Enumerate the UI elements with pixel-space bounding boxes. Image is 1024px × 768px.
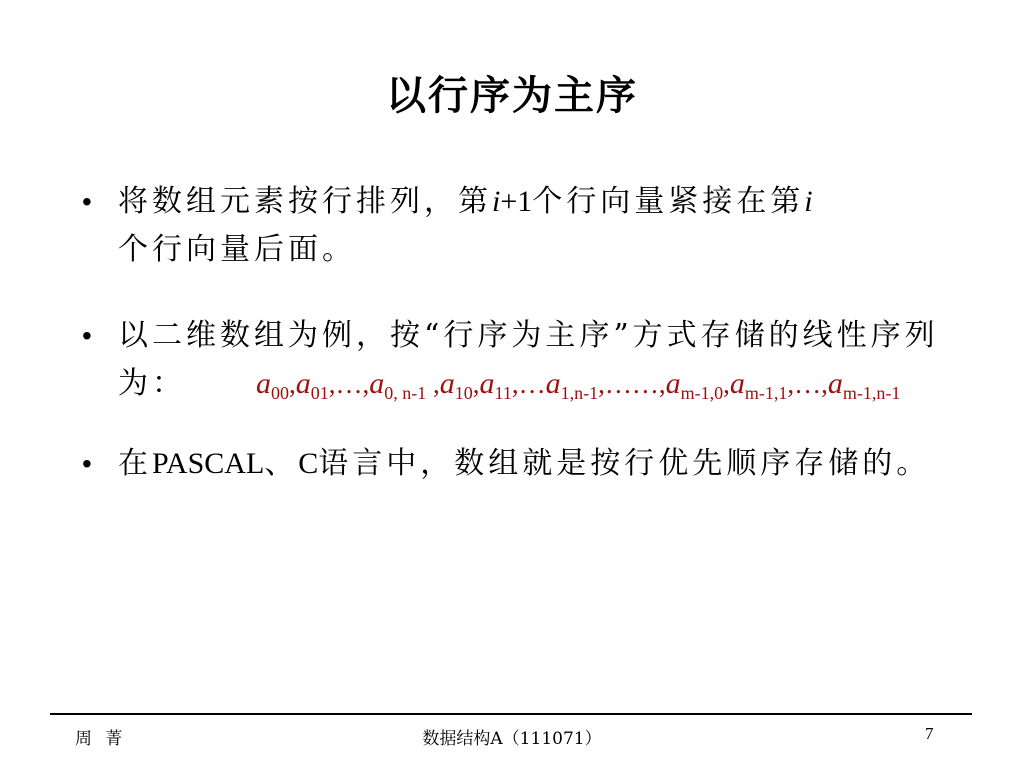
sequence-term: $a_{1,n-1}$ bbox=[545, 367, 599, 403]
sequence-separator: , bbox=[289, 369, 296, 399]
bullet-dot: • bbox=[82, 448, 96, 479]
c-term: C bbox=[298, 447, 319, 480]
sequence-term: $a_{11}$ bbox=[479, 367, 512, 403]
sequence-separator: ,… bbox=[511, 369, 546, 399]
page-number: 7 bbox=[925, 724, 934, 743]
pascal-term: PASCAL bbox=[152, 447, 265, 480]
bullet-list bbox=[82, 178, 982, 488]
sequence-term: $a_{m-1,n-1}$ bbox=[827, 367, 901, 403]
sequence-term: $a_{m-1,0}$ bbox=[665, 367, 724, 403]
footer-author: 周 菁 bbox=[75, 729, 127, 749]
sequence-term: $a_{0, n-1}$ bbox=[369, 367, 427, 403]
bullet-text: 以二维数组为例，按“行序为主序”方式存储的线性序列为： bbox=[118, 318, 939, 401]
sequence-separator: ,…, bbox=[328, 369, 370, 399]
sequence-term: $a_{m-1,1}$ bbox=[729, 367, 788, 403]
footer-course: 数据结构A（111071） bbox=[422, 729, 602, 749]
bullet-text-post: 语言中，数组就是按行优先顺序存储的。 bbox=[318, 446, 931, 481]
linear-sequence bbox=[256, 367, 901, 403]
index-i: i bbox=[804, 185, 813, 218]
sequence-separator: ,……, bbox=[598, 369, 666, 399]
footer-divider bbox=[50, 713, 972, 715]
bullet-dot: • bbox=[82, 320, 96, 351]
sequence-separator: , bbox=[472, 369, 480, 399]
bullet-text-mid: 个行向量紧接在第 bbox=[532, 184, 805, 219]
bullet-text-pre: 将数组元素按行排列，第 bbox=[118, 184, 492, 219]
sequence-separator: , bbox=[723, 369, 730, 399]
sequence-term: $a_{10}$ bbox=[439, 367, 473, 403]
plus-one: +1 bbox=[500, 185, 533, 218]
sequence-term: $a_{01}$ bbox=[295, 367, 329, 403]
bullet-pascal-c bbox=[82, 440, 982, 488]
bullet-dot: • bbox=[82, 186, 96, 217]
bullet-text-post: 个行向量后面。 bbox=[118, 232, 356, 267]
bullet-example-sequence bbox=[82, 312, 982, 408]
bullet-row-major-description bbox=[82, 178, 982, 274]
bullet-text-pre: 在 bbox=[118, 446, 152, 481]
sequence-separator: , bbox=[426, 369, 440, 399]
bullet-text-mid: 、 bbox=[264, 446, 299, 481]
index-i: i bbox=[492, 185, 501, 218]
sequence-term: $a_{00}$ bbox=[256, 367, 289, 403]
sequence-separator: ,…, bbox=[787, 369, 828, 399]
slide-title: 以行序为主序 bbox=[386, 72, 638, 119]
